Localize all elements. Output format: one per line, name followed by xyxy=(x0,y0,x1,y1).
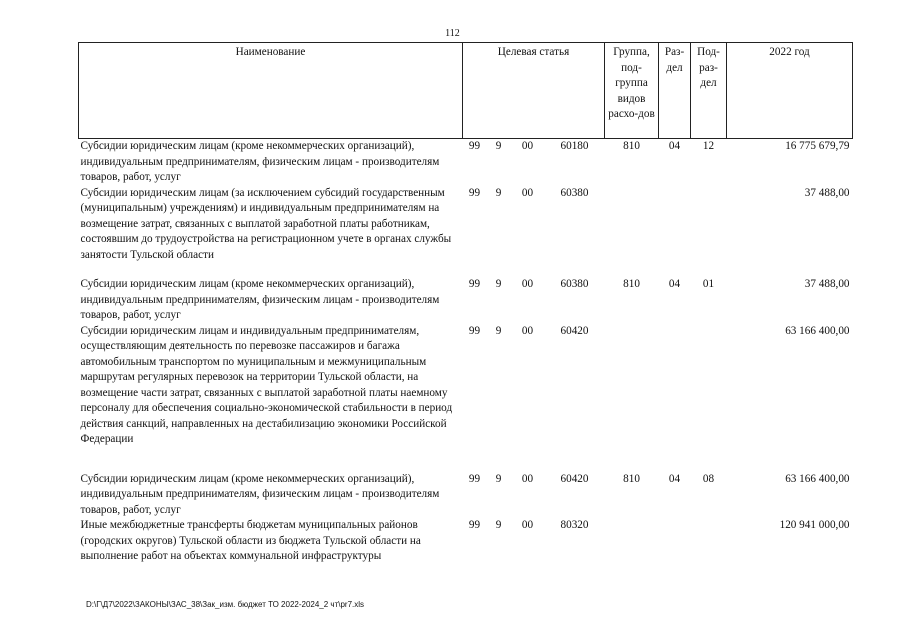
row-code-1: 99 xyxy=(468,472,481,485)
row-amount: 63 166 400,00 xyxy=(785,472,850,485)
row-code-4: 60420 xyxy=(560,324,589,337)
header-expense-group: Группа, под-группа видов расхо-дов xyxy=(605,43,659,139)
table-header-row xyxy=(79,43,853,139)
row-name: Субсидии юридическим лицам (кроме некоммерческих организаций), индивидуальным предпринимателям, физическим лицам - производителям товаров, работ, услуг xyxy=(80,278,440,321)
row-subsection: 01 xyxy=(702,278,715,290)
row-section: 04 xyxy=(668,278,681,290)
row-code-3: 00 xyxy=(521,186,534,199)
row-section xyxy=(659,518,691,565)
row-group xyxy=(605,518,659,565)
table-row xyxy=(79,518,853,565)
row-amount: 37 488,00 xyxy=(804,278,850,290)
row-group xyxy=(605,186,659,264)
budget-table xyxy=(78,42,853,565)
row-code-1: 99 xyxy=(468,324,481,337)
row-name: Субсидии юридическим лицам (кроме некоммерческих организаций), индивидуальным предпринимателям, физическим лицам - производителям товаров, работ, услуг xyxy=(80,472,440,516)
row-subsection: 12 xyxy=(702,140,715,152)
row-group: 810 xyxy=(623,278,640,290)
row-code-2: 9 xyxy=(495,186,502,199)
row-code-4: 80320 xyxy=(560,519,589,531)
header-section: Раз-дел xyxy=(659,43,691,139)
row-code-3: 00 xyxy=(521,472,534,485)
row-amount: 16 775 679,79 xyxy=(785,140,850,152)
row-code-4: 60420 xyxy=(560,472,589,485)
row-group: 810 xyxy=(623,140,640,152)
row-code-3: 00 xyxy=(521,278,534,290)
row-code-3: 00 xyxy=(521,140,534,152)
row-name: Субсидии юридическим лицам и индивидуальным предпринимателям, осуществляющим деятельность по перевозке пассажиров и багажа автомобильным транспортом по муниципальным и межмуниципальным маршрутам регулярных перевозок на территории Тульской области, на возмещение части затрат, связанных с выплатой заработной платы наемному персоналу для обеспечения социально-экономической стабильности в период действия санкций, направленных на дестабилизацию экономики Российской Федерации xyxy=(80,324,453,445)
row-subsection xyxy=(691,518,727,565)
row-code-4: 60380 xyxy=(560,278,589,290)
table-row xyxy=(79,277,853,324)
row-code-1: 99 xyxy=(468,519,481,531)
row-amount: 63 166 400,00 xyxy=(785,324,850,337)
row-group xyxy=(605,324,659,448)
row-code-4: 60380 xyxy=(560,186,589,199)
file-path-footer: D:\Г\Д7\2022\ЗАКОНЫ\ЗАС_38\Зак_изм. бюджет ТО 2022-2024_2 чт\pr7.xls xyxy=(86,600,365,609)
row-code-1: 99 xyxy=(468,186,481,199)
row-code-2: 9 xyxy=(495,472,502,485)
table-row xyxy=(79,324,853,448)
row-name: Иные межбюджетные трансферты бюджетам муниципальных районов (городских округов) Тульской области из бюджета Тульской области на выполнение работ на объектах коммунальной инфраструктуры xyxy=(80,519,421,562)
header-year: 2022 год xyxy=(727,43,853,139)
row-section: 04 xyxy=(668,140,681,152)
row-section xyxy=(659,186,691,264)
row-code-1: 99 xyxy=(468,140,481,152)
row-subsection xyxy=(691,324,727,448)
row-subsection xyxy=(691,186,727,264)
row-name: Субсидии юридическим лицам (за исключением субсидий государственным (муниципальным) учреждениям) и индивидуальным предпринимателям на возмещение затрат, связанных с выплатой заработной платы работникам, состоявшим до трудоустройства на регистрационном учете в органах службы занятости Тульской области xyxy=(80,186,452,261)
row-amount: 37 488,00 xyxy=(804,186,850,199)
row-group: 810 xyxy=(623,472,640,485)
row-code-2: 9 xyxy=(495,140,502,152)
row-section xyxy=(659,324,691,448)
table-row xyxy=(79,472,853,519)
row-code-2: 9 xyxy=(495,278,502,290)
row-code-2: 9 xyxy=(495,519,502,531)
row-code-4: 60180 xyxy=(560,140,589,152)
page-number: 112 xyxy=(445,28,460,39)
row-amount: 120 941 000,00 xyxy=(779,519,850,531)
table-row xyxy=(79,186,853,264)
row-code-3: 00 xyxy=(521,324,534,337)
table-row xyxy=(79,139,853,186)
header-subsection: Под-раз-дел xyxy=(691,43,727,139)
row-code-3: 00 xyxy=(521,519,534,531)
row-subsection: 08 xyxy=(702,472,715,485)
header-target-article: Целевая статья xyxy=(463,43,605,139)
row-code-1: 99 xyxy=(468,278,481,290)
row-section: 04 xyxy=(668,472,681,485)
row-code-2: 9 xyxy=(495,324,502,337)
row-name: Субсидии юридическим лицам (кроме некоммерческих организаций), индивидуальным предпринимателям, физическим лицам - производителям товаров, работ, услуг xyxy=(80,140,440,183)
header-name: Наименование xyxy=(79,43,463,139)
